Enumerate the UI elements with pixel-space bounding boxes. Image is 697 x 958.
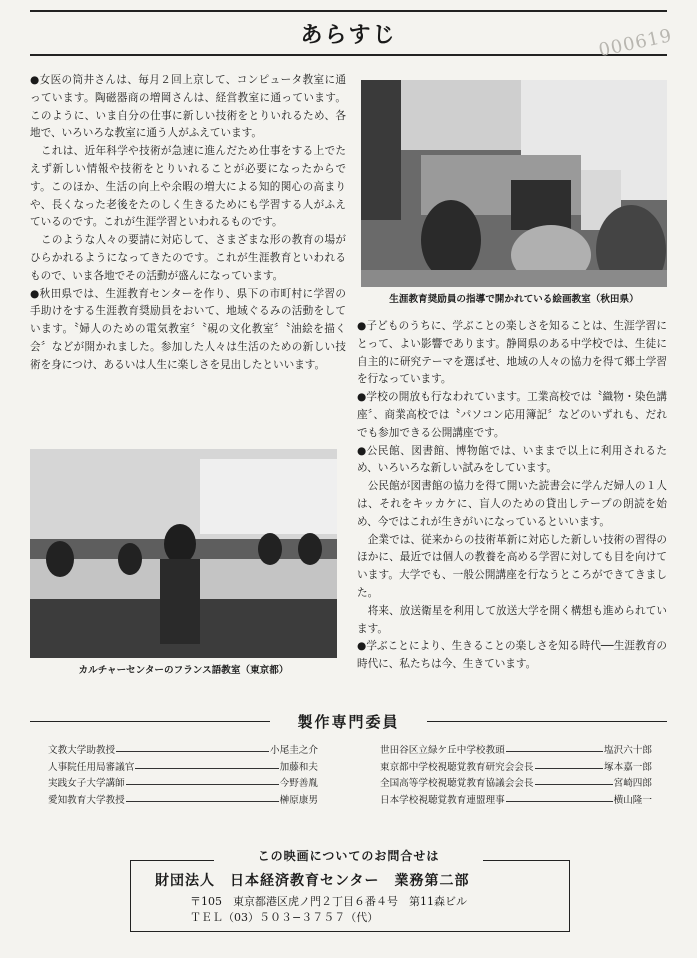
- member-role: 文教大学助教授: [48, 745, 116, 756]
- member-name: 宮崎四郎: [613, 778, 652, 789]
- committee-rule-right: [427, 721, 667, 722]
- committee-member: [380, 793, 652, 810]
- paragraph: ●子どものうちに、学ぶことの楽しさを知ることは、生涯学習にとって、よい影響であります。静岡県のある中学校では、生徒に自主的に研究テーマを選ばせ、地域の人々の協力を得て郷土学習を行なっています。: [357, 320, 667, 386]
- committee-member: [48, 776, 318, 793]
- member-role: 愛知教育大学教授: [48, 794, 125, 806]
- committee-member: [380, 776, 652, 793]
- title-rule: [30, 54, 667, 56]
- leader-line: [506, 793, 613, 802]
- member-role: 実践女子大学講師: [48, 778, 125, 789]
- member-role: 世田谷区立緑ケ丘中学校教頭: [380, 745, 505, 756]
- committee-left-list: [48, 743, 318, 809]
- member-role: 日本学校視聴覚教育連盟理事: [380, 794, 505, 806]
- paragraph: 企業では、従来からの技術革新に対応した新しい技術の習得のほかに、最近では個人の教養を高める学習に対しても目を向けています。大学でも、一般公開講座を行なうところができてきました。: [357, 533, 667, 599]
- leader-line: [535, 776, 613, 785]
- member-name: 塚本嘉一郎: [604, 761, 652, 773]
- french-photo-caption: カルチャーセンターのフランス語教室（東京都）: [78, 665, 289, 676]
- archive-stamp: 000619: [596, 25, 675, 62]
- member-role: 東京都中学校視聴覚教育研究会会長: [380, 761, 534, 773]
- paragraph: ●公民館、図書館、博物館では、いままで以上に利用されるため、いろいろな新しい試みをしています。: [357, 444, 667, 475]
- paragraph: ●学校の開放も行なわれています。工業高校では〝織物・染色講座〞、商業高校では〝パソコン応用簿記〞などのいずれも、だれでも参加できる公開講座です。: [357, 391, 667, 439]
- top-rule: [30, 10, 667, 12]
- paragraph: 公民館が図書館の協力を得て開いた読書会に学んだ婦人の１人は、それをキッカケに、盲人のための貸出しテープの朗読を始め、今ではこれが生きがいになっているといいます。: [357, 480, 667, 528]
- member-role: 全国高等学校視聴覚教育協議会会長: [380, 778, 534, 789]
- member-name: 小尾圭之介: [270, 745, 318, 756]
- paragraph: ●学ぶことにより、生きることの楽しさを知る時代──生涯教育の時代に、私たちは今、生きています。: [357, 640, 667, 671]
- leader-line: [135, 760, 278, 769]
- contact-address: 〒105 東京都港区虎ノ門２丁目６番４号 第11森ビル: [190, 895, 467, 908]
- committee-member: [48, 760, 318, 777]
- leader-line: [506, 743, 603, 752]
- synopsis-right-column: [357, 318, 667, 674]
- french-class-photo: [30, 449, 337, 658]
- leader-line: [116, 743, 269, 752]
- painting-photo-caption: 生涯教育奨励員の指導で開かれている絵画教室（秋田県）: [389, 294, 639, 305]
- committee-member: [380, 760, 652, 777]
- painting-class-photo: [361, 80, 667, 287]
- paragraph: ●秋田県では、生涯教育センターを作り、県下の市町村に学習の手助けをする生涯教育奨励員をおいて、地域ぐるみの活動をしています。〝婦人のための電気教室〞〝硯の文化教室〞〝油絵を描く会〞などが開かれました。参加した人々は生活のための新しい技術を身につけ、あるいは人生に楽しさを見出したといいます。: [30, 287, 346, 371]
- leader-line: [535, 760, 604, 769]
- committee-right-list: [380, 743, 652, 809]
- paragraph: このような人々の要請に対応して、さまざまな形の教育の場がひらかれるようになってきたのです。これが生涯教育といわれるもので、いま各地でその活動が盛んになっています。: [30, 234, 346, 282]
- leader-line: [126, 776, 279, 785]
- committee-member: [48, 793, 318, 810]
- member-name: 塩沢六十郎: [604, 745, 652, 756]
- committee-member: [380, 743, 652, 760]
- contact-phone: ＴＥＬ（03）５０３−３７５７（代）: [190, 911, 379, 924]
- member-name: 横山隆一: [613, 794, 652, 806]
- member-name: 榊原康男: [279, 794, 318, 806]
- page-title: あらすじ: [300, 23, 397, 48]
- member-role: 人事院任用局審議官: [48, 761, 135, 773]
- contact-heading: この映画についてのお問合せは: [214, 847, 483, 864]
- contact-organization: 財団法人 日本経済教育センター 業務第二部: [155, 873, 470, 889]
- paragraph: 将来、放送衛星を利用して放送大学を開く構想も進められています。: [357, 604, 667, 635]
- paragraph: ●女医の筒井さんは、毎月２回上京して、コンピュータ教室に通っています。陶磁器商の増岡さんは、経営教室に通っています。このように、いま自分の仕事に新しい技術をとりいれるため、各地で、いろいろな教室に通う人がふえています。: [30, 74, 346, 140]
- synopsis-left-column: [30, 72, 346, 375]
- member-name: 今野善胤: [279, 778, 318, 789]
- member-name: 加藤和夫: [279, 761, 318, 773]
- committee-member: [48, 743, 318, 760]
- committee-title: 製作専門委員: [297, 713, 400, 731]
- paragraph: これは、近年科学や技術が急速に進んだため仕事をする上でたえず新しい情報や技術をとりいれることが必要になったからです。このほか、生活の向上や余暇の増大による知的関心の高まりや、長くなった老後をたのしく生きるためにも学習する人がふえているのです。これが生涯学習といわれるものです。: [30, 145, 346, 229]
- leader-line: [126, 793, 279, 802]
